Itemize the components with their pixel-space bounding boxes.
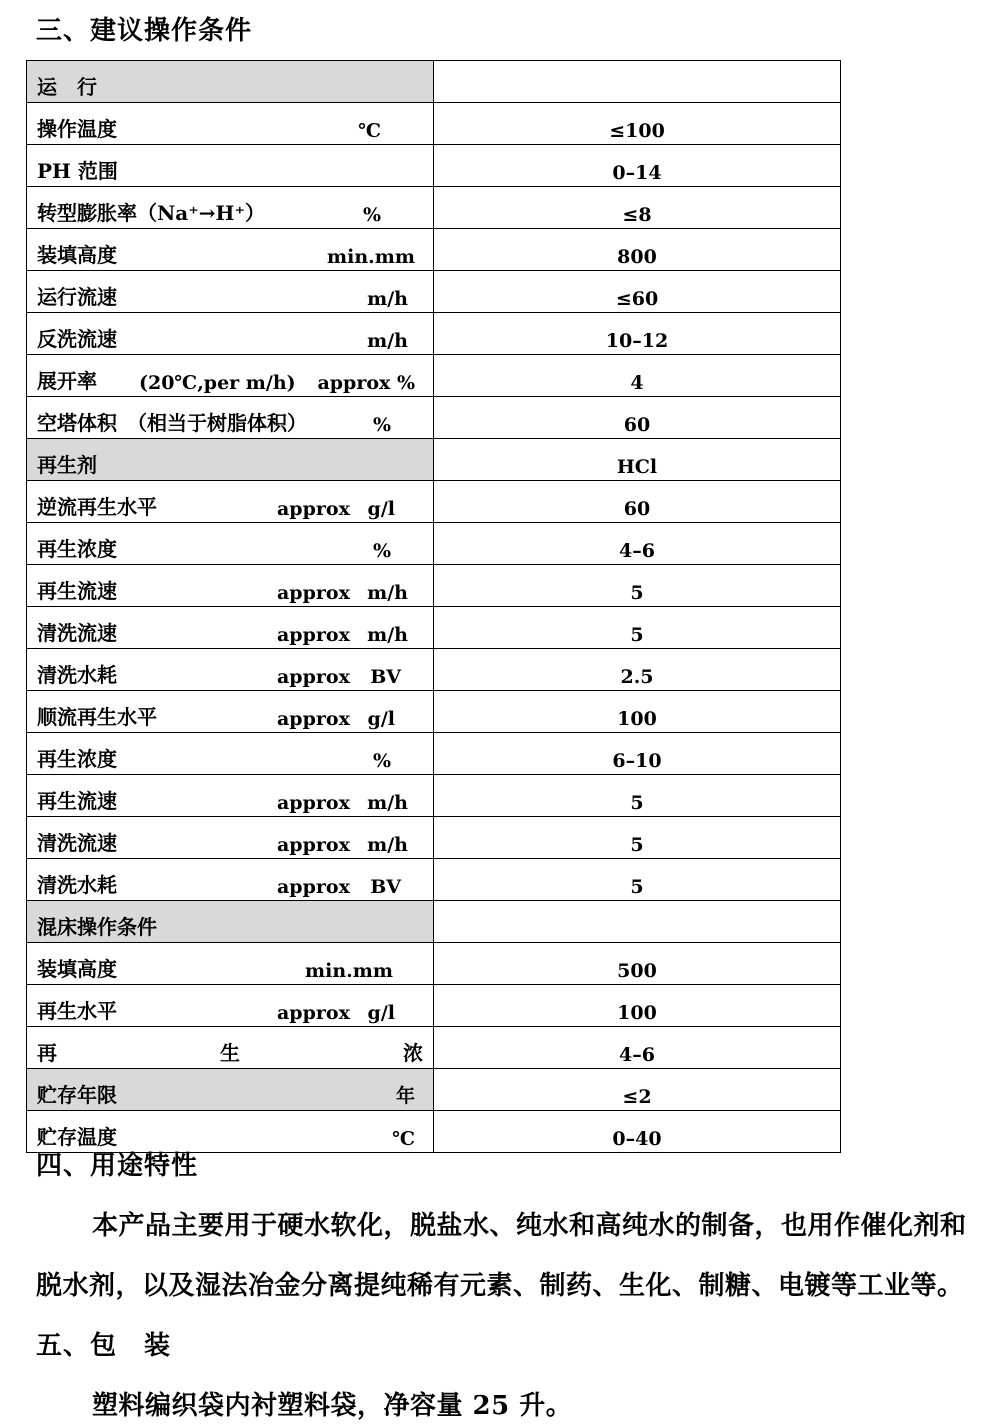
row-approx: approx xyxy=(277,498,350,520)
table-row xyxy=(27,229,841,271)
row-label: 转型膨胀率（Na⁺→H⁺） xyxy=(37,201,266,225)
row-unit: g/l xyxy=(367,1002,395,1024)
row-label: 展开率 xyxy=(37,369,97,393)
row-label: 再生水平 xyxy=(37,999,117,1023)
row-value-cell xyxy=(434,565,841,607)
row-value-cell xyxy=(434,355,841,397)
row-value: 60 xyxy=(623,414,651,436)
row-value: 5 xyxy=(630,834,644,856)
row-unit: m/h xyxy=(367,624,408,646)
row-label: 再生浓度 xyxy=(37,537,117,561)
table-row xyxy=(27,1069,841,1111)
table-row xyxy=(27,607,841,649)
row-value: ≤60 xyxy=(615,288,659,310)
row-label-cell xyxy=(27,397,434,439)
row-label-cell xyxy=(27,565,434,607)
row-unit: BV xyxy=(370,666,401,688)
row-value: 100 xyxy=(617,708,657,730)
row-value-cell xyxy=(434,775,841,817)
row-label: 清洗流速 xyxy=(37,831,117,855)
row-label: 再生剂 xyxy=(37,453,97,477)
row-value-cell xyxy=(434,1069,841,1111)
row-approx: approx xyxy=(277,876,350,898)
row-label: 再生流速 xyxy=(37,789,117,813)
row-unit: min.mm xyxy=(305,960,393,982)
row-label-cell xyxy=(27,103,434,145)
row-value: 5 xyxy=(630,792,644,814)
table-row xyxy=(27,817,841,859)
row-value-cell xyxy=(434,733,841,775)
table-row xyxy=(27,859,841,901)
row-label: 清洗水耗 xyxy=(37,873,117,897)
table-row xyxy=(27,103,841,145)
table-row xyxy=(27,439,841,481)
row-value: 800 xyxy=(617,246,657,268)
row-unit: % xyxy=(372,750,391,772)
row-label-part: 生 xyxy=(220,1041,240,1065)
row-approx: approx xyxy=(277,582,350,604)
table-row xyxy=(27,775,841,817)
row-label-cell xyxy=(27,481,434,523)
row-label: PH 范围 xyxy=(37,159,118,183)
table-row xyxy=(27,523,841,565)
row-label-cell xyxy=(27,817,434,859)
table-row xyxy=(27,649,841,691)
row-label: 装填高度 xyxy=(37,243,117,267)
table-row xyxy=(27,145,841,187)
row-unit: g/l xyxy=(367,498,395,520)
row-label-cell xyxy=(27,1027,434,1069)
row-approx: approx xyxy=(277,666,350,688)
row-unit: ℃ xyxy=(358,120,381,142)
row-value: HCl xyxy=(616,456,658,478)
row-label xyxy=(37,1037,423,1066)
row-unit: approx % xyxy=(317,372,415,394)
row-label-cell xyxy=(27,355,434,397)
row-label: 清洗流速 xyxy=(37,621,117,645)
row-value-cell xyxy=(434,607,841,649)
row-label: 操作温度 xyxy=(37,117,117,141)
table-row xyxy=(27,355,841,397)
row-value-cell xyxy=(434,397,841,439)
row-label-part: 浓 xyxy=(403,1041,423,1065)
row-label-cell xyxy=(27,775,434,817)
row-value-cell xyxy=(434,859,841,901)
row-value-cell xyxy=(434,1027,841,1069)
section3-title: 三、建议操作条件 xyxy=(36,16,253,46)
row-label: 顺流再生水平 xyxy=(37,705,157,729)
row-value: 0–14 xyxy=(612,162,662,184)
row-value-cell xyxy=(434,61,841,103)
row-value: 6–10 xyxy=(612,750,662,772)
row-value: ≤8 xyxy=(622,204,652,226)
row-label-cell xyxy=(27,313,434,355)
row-unit: 年 xyxy=(395,1085,415,1107)
row-value: 5 xyxy=(630,876,644,898)
row-label: 运 行 xyxy=(37,75,97,99)
table-row xyxy=(27,397,841,439)
section4-paragraph-line2: 脱水剂，以及湿法冶金分离提纯稀有元素、制药、生化、制糖、电镀等工业等。 xyxy=(36,1271,964,1301)
row-approx: approx xyxy=(277,624,350,646)
row-condition: (20℃,per m/h) xyxy=(139,372,296,394)
table-row xyxy=(27,985,841,1027)
row-label-cell xyxy=(27,943,434,985)
row-label-cell xyxy=(27,901,434,943)
row-label: 清洗水耗 xyxy=(37,663,117,687)
row-approx: approx xyxy=(277,834,350,856)
row-label-cell xyxy=(27,187,434,229)
row-value-cell xyxy=(434,187,841,229)
row-value-cell xyxy=(434,523,841,565)
row-label: 反洗流速 xyxy=(37,327,117,351)
row-value-cell xyxy=(434,1111,841,1153)
row-value: 4–6 xyxy=(619,1044,655,1066)
row-value: 0–40 xyxy=(612,1128,662,1150)
table-row xyxy=(27,901,841,943)
row-value: ≤2 xyxy=(622,1086,652,1108)
table-row xyxy=(27,61,841,103)
row-value: 5 xyxy=(630,624,644,646)
row-unit: % xyxy=(372,414,391,436)
row-label-cell xyxy=(27,985,434,1027)
row-unit: min.mm xyxy=(327,246,415,268)
row-unit: ℃ xyxy=(392,1128,415,1150)
row-value: ≤100 xyxy=(609,120,665,142)
row-label: 装填高度 xyxy=(37,957,117,981)
row-unit: g/l xyxy=(367,708,395,730)
row-unit: m/h xyxy=(367,330,408,352)
row-label: 再生流速 xyxy=(37,579,117,603)
table-row xyxy=(27,565,841,607)
row-unit: m/h xyxy=(367,792,408,814)
row-value-cell xyxy=(434,649,841,691)
row-value-cell xyxy=(434,985,841,1027)
table-row xyxy=(27,187,841,229)
row-approx: approx xyxy=(277,792,350,814)
row-value-cell xyxy=(434,145,841,187)
table-row xyxy=(27,943,841,985)
row-label: 再生浓度 xyxy=(37,747,117,771)
row-label: 运行流速 xyxy=(37,285,117,309)
row-value: 100 xyxy=(617,1002,657,1024)
row-value-cell xyxy=(434,439,841,481)
section4-title: 四、用途特性 xyxy=(36,1151,199,1181)
row-approx: approx xyxy=(277,708,350,730)
row-value-cell xyxy=(434,817,841,859)
row-unit: m/h xyxy=(367,582,408,604)
row-label-cell xyxy=(27,1069,434,1111)
row-label-cell xyxy=(27,145,434,187)
row-label-cell xyxy=(27,439,434,481)
row-approx: approx xyxy=(277,1002,350,1024)
table-row xyxy=(27,1027,841,1069)
row-value: 4–6 xyxy=(619,540,655,562)
row-label: 混床操作条件 xyxy=(37,915,157,939)
row-value-cell xyxy=(434,943,841,985)
section5-title: 五、包 装 xyxy=(36,1331,172,1361)
operating-conditions-table xyxy=(26,60,841,1153)
row-label: 贮存温度 xyxy=(37,1125,117,1149)
row-value: 10–12 xyxy=(605,330,669,352)
row-value: 500 xyxy=(617,960,657,982)
row-label: 逆流再生水平 xyxy=(37,495,157,519)
row-value: 5 xyxy=(630,582,644,604)
row-value-cell xyxy=(434,313,841,355)
row-label-cell xyxy=(27,61,434,103)
row-value-cell xyxy=(434,103,841,145)
row-label-cell xyxy=(27,523,434,565)
row-unit: % xyxy=(362,204,381,226)
table-row xyxy=(27,733,841,775)
row-value-cell xyxy=(434,691,841,733)
table-row xyxy=(27,691,841,733)
row-value-cell xyxy=(434,229,841,271)
row-label-cell xyxy=(27,733,434,775)
table-row xyxy=(27,313,841,355)
table-row xyxy=(27,481,841,523)
row-label-cell xyxy=(27,691,434,733)
row-value-cell xyxy=(434,481,841,523)
section4-paragraph-line1: 本产品主要用于硬水软化，脱盐水、纯水和高纯水的制备，也用作催化剂和 xyxy=(92,1211,967,1241)
row-unit: m/h xyxy=(367,834,408,856)
row-unit: % xyxy=(372,540,391,562)
table-row xyxy=(27,271,841,313)
section5-paragraph: 塑料编织袋内衬塑料袋，净容量 25 升。 xyxy=(92,1391,573,1421)
row-label-cell xyxy=(27,229,434,271)
row-label-cell xyxy=(27,859,434,901)
row-unit: BV xyxy=(370,876,401,898)
row-label-part: 再 xyxy=(37,1041,57,1065)
row-value-cell xyxy=(434,901,841,943)
row-value: 4 xyxy=(630,372,644,394)
row-value-cell xyxy=(434,271,841,313)
row-label-cell xyxy=(27,271,434,313)
row-value: 2.5 xyxy=(620,666,654,688)
row-label: 空塔体积 （相当于树脂体积） xyxy=(37,411,307,435)
row-label-cell xyxy=(27,649,434,691)
row-label-cell xyxy=(27,607,434,649)
row-value: 60 xyxy=(623,498,651,520)
row-unit: m/h xyxy=(367,288,408,310)
row-label: 贮存年限 xyxy=(37,1083,117,1107)
